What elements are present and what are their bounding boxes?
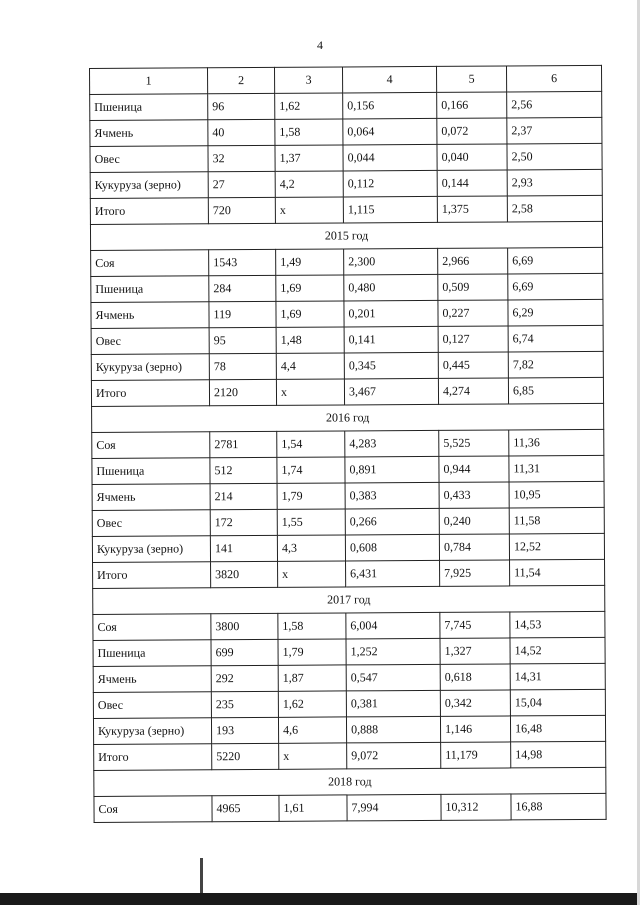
table-row bbox=[94, 741, 606, 770]
crop-name-cell: Пшеница bbox=[91, 276, 209, 303]
value-cell: 16,88 bbox=[511, 793, 606, 820]
crop-name-cell: Кукуруза (зерно) bbox=[91, 354, 209, 381]
value-cell: 2,93 bbox=[507, 169, 602, 196]
year-section-row bbox=[90, 221, 602, 250]
value-cell: 1,327 bbox=[440, 638, 510, 664]
value-cell: 0,040 bbox=[437, 144, 507, 170]
value-cell: х bbox=[276, 379, 344, 405]
value-cell: 0,618 bbox=[440, 664, 510, 690]
value-cell: 3,467 bbox=[344, 378, 438, 405]
value-cell: 4,274 bbox=[438, 378, 508, 404]
table-row bbox=[90, 91, 602, 120]
value-cell: 0,127 bbox=[438, 326, 508, 352]
table-row bbox=[93, 715, 605, 744]
value-cell: 3800 bbox=[211, 613, 278, 639]
value-cell: 0,891 bbox=[345, 456, 439, 483]
value-cell: 12,52 bbox=[509, 533, 604, 560]
value-cell: 7,82 bbox=[508, 351, 603, 378]
value-cell: 6,69 bbox=[508, 247, 603, 274]
header-cell: 2 bbox=[208, 67, 275, 93]
value-cell: 0,156 bbox=[343, 92, 437, 119]
value-cell: 0,141 bbox=[344, 326, 438, 353]
value-cell: 11,36 bbox=[509, 429, 604, 456]
value-cell: 0,266 bbox=[345, 508, 439, 535]
value-cell: 1,58 bbox=[278, 613, 346, 639]
value-cell: 78 bbox=[209, 353, 276, 379]
value-cell: 0,166 bbox=[437, 92, 507, 118]
table-row bbox=[91, 273, 603, 302]
table-row bbox=[94, 793, 606, 822]
year-section-row bbox=[93, 585, 605, 614]
value-cell: 95 bbox=[209, 327, 276, 353]
value-cell: 16,48 bbox=[510, 715, 605, 742]
crop-name-cell: Соя bbox=[92, 432, 210, 459]
table-row bbox=[91, 325, 603, 354]
crop-name-cell: Итого bbox=[94, 744, 212, 771]
crop-name-cell: Соя bbox=[91, 250, 209, 277]
value-cell: 6,29 bbox=[508, 299, 603, 326]
value-cell: 292 bbox=[211, 665, 278, 691]
value-cell: 6,74 bbox=[508, 325, 603, 352]
scan-bottom-edge bbox=[0, 893, 640, 905]
value-cell: 0,144 bbox=[437, 170, 507, 196]
table-row bbox=[93, 663, 605, 692]
table-row bbox=[93, 689, 605, 718]
value-cell: 1,69 bbox=[276, 301, 344, 327]
crop-name-cell: Овес bbox=[93, 692, 211, 719]
table-header-row bbox=[90, 65, 602, 94]
value-cell: 284 bbox=[209, 275, 276, 301]
value-cell: 6,431 bbox=[346, 560, 440, 587]
year-section-row bbox=[94, 767, 606, 796]
value-cell: 0,112 bbox=[343, 170, 437, 197]
value-cell: 27 bbox=[208, 171, 275, 197]
table-row bbox=[91, 299, 603, 328]
table-row bbox=[93, 559, 605, 588]
crop-name-cell: Кукуруза (зерно) bbox=[90, 172, 208, 199]
value-cell: 10,95 bbox=[509, 481, 604, 508]
value-cell: 0,608 bbox=[345, 534, 439, 561]
year-heading: 2018 год bbox=[94, 767, 606, 796]
table-row bbox=[91, 351, 603, 380]
crop-name-cell: Ячмень bbox=[90, 120, 208, 147]
value-cell: 11,54 bbox=[510, 559, 605, 586]
value-cell: 11,31 bbox=[509, 455, 604, 482]
table-row bbox=[90, 169, 602, 198]
table-row bbox=[92, 455, 604, 484]
crop-name-cell: Овес bbox=[92, 510, 210, 537]
table-row bbox=[90, 117, 602, 146]
crop-name-cell: Итого bbox=[91, 380, 209, 407]
value-cell: 2120 bbox=[209, 379, 276, 405]
value-cell: 0,888 bbox=[346, 716, 440, 743]
value-cell: 193 bbox=[211, 717, 278, 743]
value-cell: х bbox=[275, 197, 343, 223]
value-cell: 5,525 bbox=[439, 430, 509, 456]
year-heading: 2016 год bbox=[92, 403, 604, 432]
value-cell: 11,58 bbox=[509, 507, 604, 534]
crop-name-cell: Пшеница bbox=[93, 640, 211, 667]
value-cell: 7,925 bbox=[440, 560, 510, 586]
value-cell: 1,87 bbox=[278, 665, 346, 691]
value-cell: 0,064 bbox=[343, 118, 437, 145]
data-table bbox=[89, 65, 607, 823]
header-cell: 6 bbox=[506, 65, 601, 92]
table-row bbox=[90, 195, 602, 224]
value-cell: 2,300 bbox=[344, 248, 438, 275]
value-cell: 14,52 bbox=[510, 637, 605, 664]
value-cell: 32 bbox=[208, 145, 275, 171]
header-cell: 4 bbox=[342, 66, 436, 93]
value-cell: 1,48 bbox=[276, 327, 344, 353]
value-cell: 9,072 bbox=[347, 742, 441, 769]
value-cell: 720 bbox=[208, 197, 275, 223]
table-row bbox=[92, 481, 604, 510]
value-cell: 1,58 bbox=[275, 119, 343, 145]
value-cell: 7,745 bbox=[440, 612, 510, 638]
table-row bbox=[90, 143, 602, 172]
scan-artifact-mark bbox=[200, 858, 203, 894]
value-cell: 0,381 bbox=[346, 690, 440, 717]
value-cell: х bbox=[278, 561, 346, 587]
table-row bbox=[92, 507, 604, 536]
header-cell: 3 bbox=[274, 67, 342, 93]
table-row bbox=[91, 247, 603, 276]
value-cell: 2,966 bbox=[438, 248, 508, 274]
value-cell: 4965 bbox=[212, 795, 279, 821]
value-cell: 0,944 bbox=[439, 456, 509, 482]
value-cell: 1,62 bbox=[275, 93, 343, 119]
value-cell: х bbox=[279, 743, 347, 769]
value-cell: 14,31 bbox=[510, 663, 605, 690]
value-cell: 1543 bbox=[209, 249, 276, 275]
table-row bbox=[91, 377, 603, 406]
value-cell: 0,784 bbox=[439, 534, 509, 560]
value-cell: 0,044 bbox=[343, 144, 437, 171]
crop-name-cell: Итого bbox=[93, 562, 211, 589]
page-number: 4 bbox=[317, 38, 323, 52]
value-cell: 1,49 bbox=[276, 249, 344, 275]
value-cell: 6,004 bbox=[346, 612, 440, 639]
data-table-container bbox=[89, 65, 606, 823]
value-cell: 4,2 bbox=[275, 171, 343, 197]
header-cell: 5 bbox=[436, 66, 506, 92]
value-cell: 141 bbox=[210, 535, 277, 561]
value-cell: 4,283 bbox=[345, 430, 439, 457]
crop-name-cell: Итого bbox=[90, 198, 208, 225]
value-cell: 2,58 bbox=[507, 195, 602, 222]
value-cell: 4,3 bbox=[277, 535, 345, 561]
table-body bbox=[90, 65, 607, 822]
value-cell: 5220 bbox=[212, 743, 279, 769]
value-cell: 0,072 bbox=[437, 118, 507, 144]
value-cell: 0,227 bbox=[438, 300, 508, 326]
value-cell: 0,342 bbox=[440, 690, 510, 716]
value-cell: 0,509 bbox=[438, 274, 508, 300]
year-heading: 2015 год bbox=[90, 221, 602, 250]
value-cell: 0,480 bbox=[344, 274, 438, 301]
value-cell: 6,85 bbox=[508, 377, 603, 404]
value-cell: 699 bbox=[211, 639, 278, 665]
value-cell: 1,146 bbox=[440, 716, 510, 742]
table-row bbox=[92, 533, 604, 562]
crop-name-cell: Ячмень bbox=[92, 484, 210, 511]
value-cell: 235 bbox=[211, 691, 278, 717]
year-heading: 2017 год bbox=[93, 585, 605, 614]
header-cell: 1 bbox=[90, 68, 208, 95]
value-cell: 14,53 bbox=[510, 611, 605, 638]
table-row bbox=[93, 611, 605, 640]
value-cell: 1,62 bbox=[278, 691, 346, 717]
value-cell: 4,4 bbox=[276, 353, 344, 379]
value-cell: 14,98 bbox=[511, 741, 606, 768]
table-row bbox=[93, 637, 605, 666]
value-cell: 3820 bbox=[211, 561, 278, 587]
value-cell: 0,433 bbox=[439, 482, 509, 508]
value-cell: 15,04 bbox=[510, 689, 605, 716]
crop-name-cell: Ячмень bbox=[91, 302, 209, 329]
value-cell: 1,37 bbox=[275, 145, 343, 171]
crop-name-cell: Пшеница bbox=[92, 458, 210, 485]
value-cell: 6,69 bbox=[508, 273, 603, 300]
value-cell: 7,994 bbox=[347, 794, 441, 821]
value-cell: 1,115 bbox=[343, 196, 437, 223]
value-cell: 4,6 bbox=[278, 717, 346, 743]
value-cell: 1,79 bbox=[277, 483, 345, 509]
value-cell: 172 bbox=[210, 509, 277, 535]
value-cell: 0,383 bbox=[345, 482, 439, 509]
value-cell: 10,312 bbox=[441, 794, 511, 820]
crop-name-cell: Соя bbox=[94, 796, 212, 823]
crop-name-cell: Соя bbox=[93, 614, 211, 641]
value-cell: 2,50 bbox=[507, 143, 602, 170]
value-cell: 1,69 bbox=[276, 275, 344, 301]
value-cell: 1,375 bbox=[437, 196, 507, 222]
crop-name-cell: Кукуруза (зерно) bbox=[92, 536, 210, 563]
value-cell: 40 bbox=[208, 119, 275, 145]
value-cell: 1,252 bbox=[346, 638, 440, 665]
value-cell: 0,201 bbox=[344, 300, 438, 327]
value-cell: 1,74 bbox=[277, 457, 345, 483]
year-section-row bbox=[92, 403, 604, 432]
value-cell: 0,345 bbox=[344, 352, 438, 379]
value-cell: 2,37 bbox=[507, 117, 602, 144]
crop-name-cell: Овес bbox=[90, 146, 208, 173]
value-cell: 1,79 bbox=[278, 639, 346, 665]
value-cell: 1,54 bbox=[277, 431, 345, 457]
value-cell: 1,61 bbox=[279, 795, 347, 821]
crop-name-cell: Кукуруза (зерно) bbox=[93, 718, 211, 745]
value-cell: 0,445 bbox=[438, 352, 508, 378]
value-cell: 2781 bbox=[210, 431, 277, 457]
crop-name-cell: Овес bbox=[91, 328, 209, 355]
value-cell: 119 bbox=[209, 301, 276, 327]
value-cell: 11,179 bbox=[441, 742, 511, 768]
value-cell: 2,56 bbox=[507, 91, 602, 118]
value-cell: 214 bbox=[210, 483, 277, 509]
value-cell: 1,55 bbox=[277, 509, 345, 535]
value-cell: 0,547 bbox=[346, 664, 440, 691]
value-cell: 96 bbox=[208, 93, 275, 119]
value-cell: 512 bbox=[210, 457, 277, 483]
table-row bbox=[92, 429, 604, 458]
value-cell: 0,240 bbox=[439, 508, 509, 534]
crop-name-cell: Ячмень bbox=[93, 666, 211, 693]
crop-name-cell: Пшеница bbox=[90, 94, 208, 121]
